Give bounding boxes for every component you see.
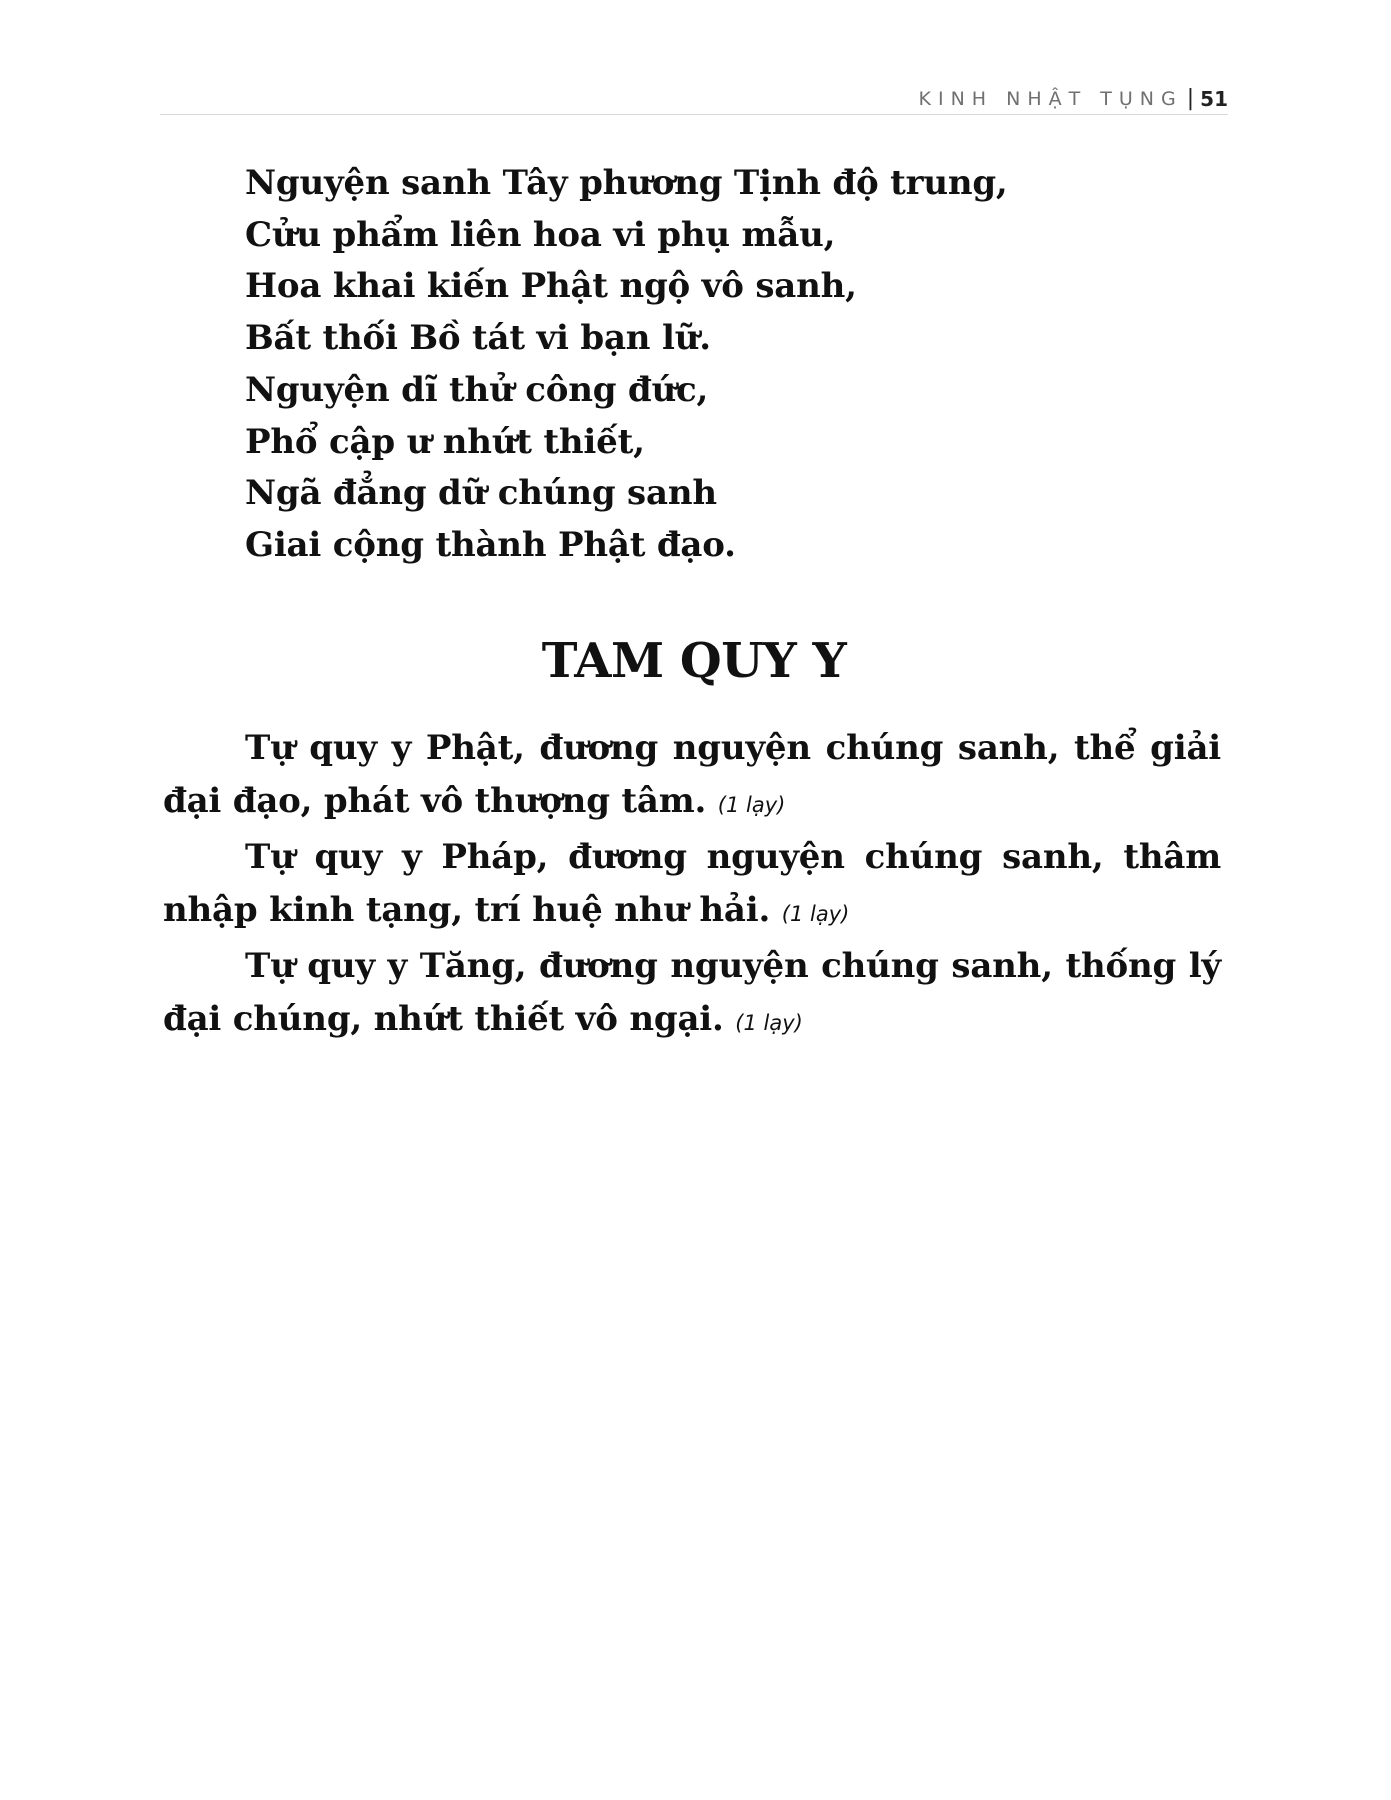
verse-line: Bất thối Bồ tát vi bạn lữ. <box>245 318 711 359</box>
verse-line: Hoa khai kiến Phật ngộ vô sanh, <box>245 266 857 307</box>
verse-line: Nguyện dĩ thử công đức, <box>245 369 709 410</box>
verse-line: Giai cộng thành Phật đạo. <box>245 524 736 565</box>
verse-line: Nguyện sanh Tây phương Tịnh độ trung, <box>245 163 1008 203</box>
header-content <box>919 86 1228 111</box>
verse-line: Cửu phẩm liên hoa vi phụ mẫu, <box>245 214 836 255</box>
header-separator: | <box>1186 86 1195 111</box>
section-title: TAM QUY Y <box>541 633 847 689</box>
refuge-paragraphs <box>163 722 1221 1049</box>
refuge-dharma-paragraph <box>163 831 1221 940</box>
verse-line: Phổ cập ư nhứt thiết, <box>245 421 645 462</box>
header-title: KINH NHẬT TỤNG <box>918 87 1183 110</box>
page-number: 51 <box>1200 86 1228 111</box>
paragraph-text: Tự quy y Pháp, đương nguyện chúng sanh, thâm nhập kinh tạng, trí huệ như hải. <box>163 837 1221 930</box>
bow-note: (1 lạy) <box>735 1010 803 1035</box>
bow-note: (1 lạy) <box>717 792 786 817</box>
verse-block <box>245 158 1008 572</box>
page-header <box>160 78 1228 115</box>
paragraph-text: Tự quy y Tăng, đương nguyện chúng sanh, thống lý đại chúng, nhứt thiết vô ngại. <box>163 946 1221 1039</box>
verse-line: Ngã đẳng dữ chúng sanh <box>245 473 717 514</box>
refuge-buddha-paragraph <box>163 722 1221 831</box>
refuge-sangha-paragraph <box>163 940 1221 1049</box>
bow-note: (1 lạy) <box>781 901 850 926</box>
paragraph-text: Tự quy y Phật, đương nguyện chúng sanh, thể giải đại đạo, phát vô thượng tâm. <box>163 728 1221 821</box>
